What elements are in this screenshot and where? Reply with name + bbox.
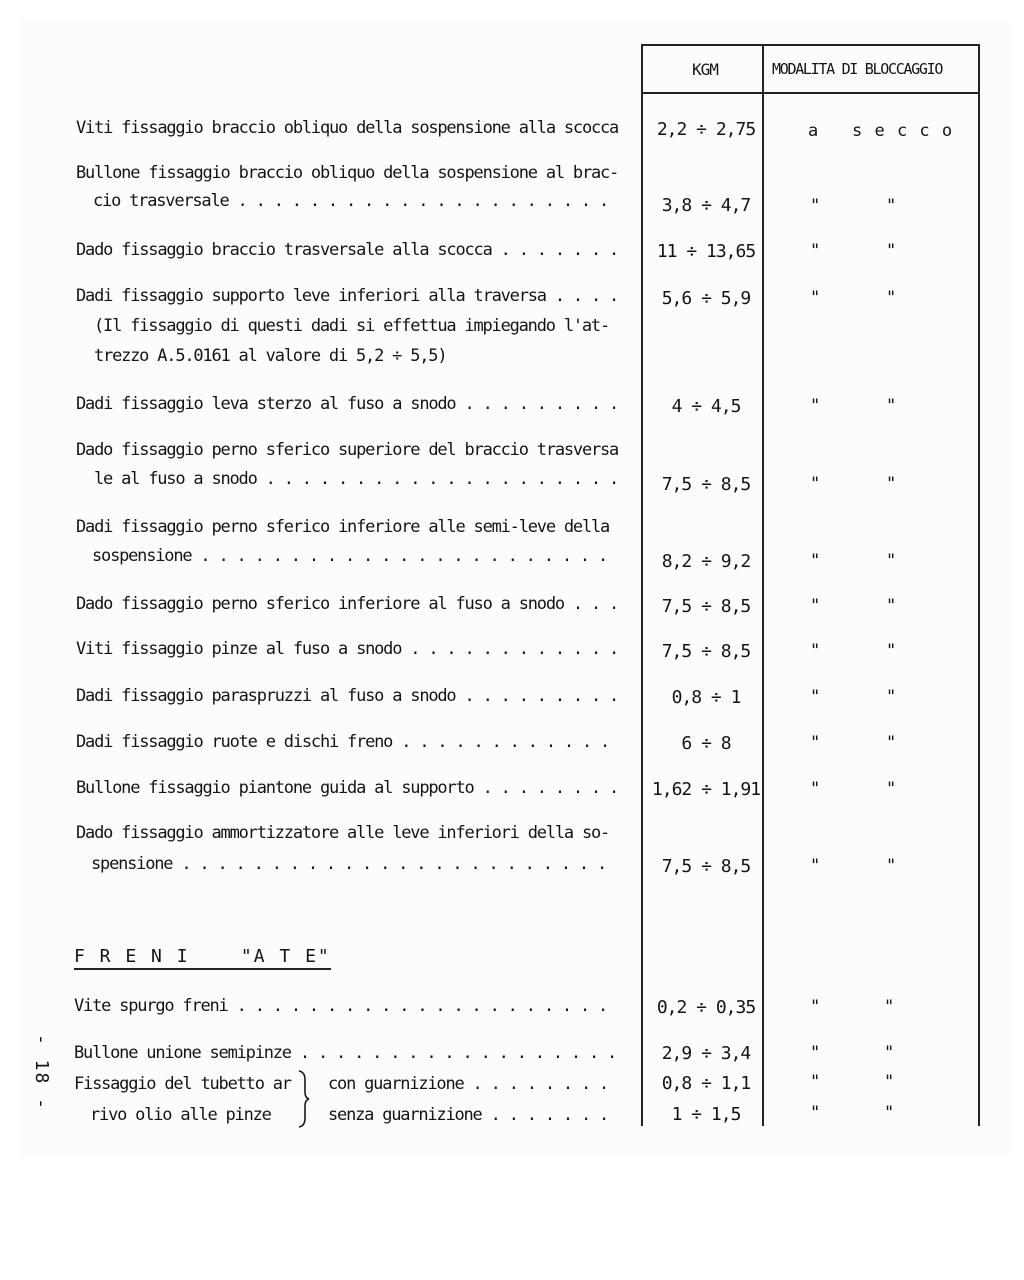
row-description (76, 393, 618, 415)
freni-row-mod2: " (884, 997, 895, 1017)
row-mod1: " (810, 241, 821, 261)
freni-row-description (74, 1042, 616, 1064)
row-mod2: " (886, 196, 897, 216)
row-mod2: " (886, 596, 897, 616)
row-mod2: " (886, 288, 897, 308)
tubetto-mod2-senza: " (884, 1103, 895, 1123)
row-kgm: 2,2 ÷ 2,75 (656, 119, 756, 140)
row-kgm: 8,2 ÷ 9,2 (661, 551, 751, 572)
header-kgm: KGM (692, 60, 718, 79)
row-mod1: " (810, 641, 821, 661)
freni-row-description (74, 995, 607, 1017)
row-line1: Dado fissaggio ammortizzatore alle leve inferiori della so- (76, 823, 610, 843)
row-line3: trezzo A.5.0161 al valore di 5,2 ÷ 5,5) (94, 346, 447, 366)
row-line2: spensione . . . . . . . . . . . . . . . . . . . . . . . . (91, 854, 606, 874)
row-line2: le al fuso a snodo . . . . . . . . . . . . . . . . . . . . (94, 469, 619, 489)
row-kgm: 6 ÷ 8 (681, 733, 731, 754)
row-mod2: " (886, 641, 897, 661)
row-description (76, 685, 618, 707)
tubetto-option-con: con guarnizione . . . . . . . . (328, 1074, 609, 1094)
row-description (76, 162, 618, 212)
row-mod2: " (886, 687, 897, 707)
freni-row-kgm: 2,9 ÷ 3,4 (661, 1043, 751, 1064)
row-mod2: " (886, 474, 897, 494)
tubetto-kgm-con: 0,8 ÷ 1,1 (661, 1073, 751, 1094)
freni-row-line1: Vite spurgo freni . . . . . . . . . . . . . . . . . . . . . (74, 996, 608, 1016)
row-mod1: " (810, 687, 821, 707)
row-description (76, 516, 609, 567)
tubetto-mod1-senza: " (810, 1103, 821, 1123)
section-title-freni: F R E N I "A T E" (74, 946, 331, 970)
row-line1: Dado fissaggio perno sferico superiore del braccio trasversa (76, 440, 619, 460)
row-mod2: " (886, 733, 897, 753)
row-mod1: " (810, 196, 821, 216)
table-header-divider (642, 92, 980, 94)
row-mod2: " (886, 856, 897, 876)
row-line1: Dadi fissaggio paraspruzzi al fuso a snodo . . . . . . . . . (76, 686, 619, 706)
row-kgm: 11 ÷ 13,65 (656, 241, 756, 262)
row-mod2: s e c c o (852, 121, 954, 141)
row-line1: Viti fissaggio pinze al fuso a snodo . . . . . . . . . . . . (76, 639, 619, 659)
row-kgm: 7,5 ÷ 8,5 (661, 596, 751, 617)
freni-row-mod1: " (810, 1043, 821, 1063)
tubetto-left-line2: rivo olio alle pinze (90, 1105, 271, 1125)
row-line1: Dado fissaggio braccio trasversale alla scocca . . . . . . . (76, 240, 619, 260)
row-line1: Dadi fissaggio perno sferico inferiore alle semi-leve della (76, 517, 610, 537)
row-description (76, 285, 618, 367)
row-line2: (Il fissaggio di questi dadi si effettua impiegando l'at- (94, 316, 609, 336)
row-mod2: " (886, 779, 897, 799)
row-kgm: 7,5 ÷ 8,5 (661, 474, 751, 495)
row-mod1: " (810, 733, 821, 753)
column-divider-left (641, 44, 643, 1126)
row-line1: Dadi fissaggio leva sterzo al fuso a snodo . . . . . . . . . (76, 394, 619, 414)
row-line2: sospensione . . . . . . . . . . . . . . . . . . . . . . . (92, 546, 607, 566)
row-mod1: " (810, 596, 821, 616)
row-description (76, 731, 609, 753)
row-mod2: " (886, 396, 897, 416)
row-description (76, 239, 618, 261)
tubetto-mod1-con: " (810, 1072, 821, 1092)
row-description (76, 117, 618, 139)
row-mod1: " (810, 779, 821, 799)
row-kgm: 1,62 ÷ 1,91 (651, 779, 761, 800)
tubetto-left-line1: Fissaggio del tubetto ar (74, 1074, 291, 1094)
freni-row-kgm: 0,2 ÷ 0,35 (656, 997, 756, 1018)
row-line1: Bullone fissaggio piantone guida al supporto . . . . . . . . (76, 778, 619, 798)
row-line1: Dadi fissaggio supporto leve inferiori alla traversa . . . . (76, 286, 619, 306)
row-mod1: " (810, 551, 821, 571)
row-mod1: " (810, 856, 821, 876)
row-description (76, 638, 618, 660)
tubetto-option-senza: senza guarnizione . . . . . . . (328, 1105, 609, 1125)
row-description (76, 822, 609, 875)
freni-row-mod2: " (884, 1043, 895, 1063)
freni-row-line1: Bullone unione semipinze . . . . . . . . . . . . . . . . . . (74, 1043, 617, 1063)
row-description (76, 439, 618, 490)
header-modalita: MODALITA DI BLOCCAGGIO (772, 60, 943, 78)
row-kgm: 0,8 ÷ 1 (671, 687, 741, 708)
row-line1: Dadi fissaggio ruote e dischi freno . . . . . . . . . . . . (76, 732, 610, 752)
row-mod2: " (886, 241, 897, 261)
freni-row-mod1: " (810, 997, 821, 1017)
row-kgm: 3,8 ÷ 4,7 (661, 195, 751, 216)
column-divider-right (978, 44, 980, 1126)
tubetto-mod2-con: " (884, 1072, 895, 1092)
row-mod2: " (886, 551, 897, 571)
row-kgm: 7,5 ÷ 8,5 (661, 856, 751, 877)
row-mod1: " (810, 288, 821, 308)
row-mod1: a (808, 121, 819, 141)
row-line1: Dado fissaggio perno sferico inferiore al fuso a snodo . . . (76, 594, 619, 614)
row-line1: Viti fissaggio braccio obliquo della sospensione alla scocca (76, 118, 619, 138)
tubetto-kgm-senza: 1 ÷ 1,5 (671, 1104, 741, 1125)
row-line1: Bullone fissaggio braccio obliquo della sospensione al brac- (76, 163, 619, 183)
row-kgm: 7,5 ÷ 8,5 (661, 641, 751, 662)
row-description (76, 777, 618, 799)
page-number: - 18 - (31, 1034, 52, 1112)
row-line2: cio trasversale . . . . . . . . . . . . . . . . . . . . . (93, 191, 608, 211)
row-kgm: 5,6 ÷ 5,9 (661, 288, 751, 309)
row-mod1: " (810, 474, 821, 494)
brace-icon (296, 1070, 310, 1128)
table-top-border (642, 44, 980, 46)
row-kgm: 4 ÷ 4,5 (671, 396, 741, 417)
row-description (76, 593, 618, 615)
row-mod1: " (810, 396, 821, 416)
